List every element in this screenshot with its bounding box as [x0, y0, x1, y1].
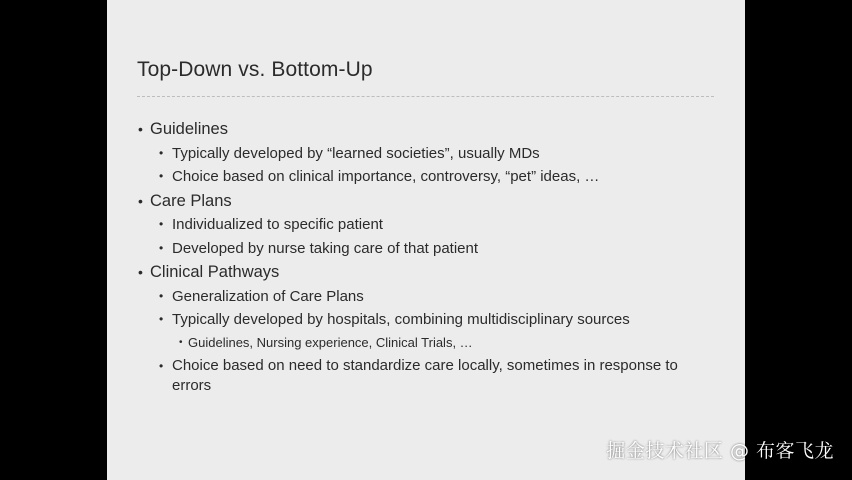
bullet-guidelines — [137, 117, 727, 142]
bullet-text: Typically developed by “learned societies”, usually MDs — [172, 144, 540, 162]
sub-bullet-individualized — [137, 213, 727, 237]
sub-bullet-standardize-care — [137, 354, 717, 396]
bullet-dot-icon: • — [138, 264, 143, 280]
bullet-dot-icon: • — [138, 121, 143, 137]
bullet-text: Choice based on clinical importance, controversy, “pet” ideas, … — [172, 168, 600, 185]
presentation-slide — [107, 0, 745, 480]
sub-bullet-hospitals — [137, 308, 727, 332]
bullet-text: Developed by nurse taking care of that patient — [172, 239, 479, 257]
sub-sub-bullet-sources — [137, 332, 727, 354]
sub-bullet-generalization — [137, 285, 727, 309]
bullet-text: Clinical Pathways — [150, 263, 280, 281]
bullet-dot-icon: • — [159, 145, 164, 160]
sub-bullet-learned-societies — [137, 142, 727, 166]
bullet-dot-icon: • — [159, 312, 164, 326]
bullet-text: Guidelines, Nursing experience, Clinical Trials, … — [188, 334, 473, 350]
bullet-dot-icon: • — [159, 358, 164, 373]
bullet-text: Generalization of Care Plans — [172, 287, 364, 305]
sub-bullet-choice-clinical — [137, 165, 727, 189]
bullet-dot-icon: • — [159, 288, 164, 303]
bullet-dot-icon: • — [138, 192, 143, 209]
bullet-dot-icon: • — [159, 240, 164, 255]
watermark: 掘金技术社区 @ 布客飞龙 — [606, 440, 834, 462]
bullet-text: Choice based on need to standardize care locally, sometimes in response to errors — [172, 356, 678, 394]
slide-title: Top-Down vs. Bottom-Up — [137, 58, 373, 81]
sub-bullet-developed-by-nurse — [137, 237, 727, 261]
bullet-dot-icon: • — [159, 169, 164, 183]
bullet-clinical-pathways — [137, 260, 727, 285]
bullet-text: Individualized to specific patient — [172, 216, 383, 233]
bullet-list — [137, 117, 727, 396]
bullet-text: Care Plans — [150, 191, 232, 210]
bullet-care-plans — [137, 189, 727, 214]
bullet-text: Guidelines — [150, 120, 228, 138]
bullet-dot-icon: • — [159, 217, 164, 231]
bullet-dot-icon: • — [179, 336, 183, 348]
title-divider — [137, 96, 714, 97]
bullet-text: Typically developed by hospitals, combining multidisciplinary sources — [172, 311, 630, 328]
